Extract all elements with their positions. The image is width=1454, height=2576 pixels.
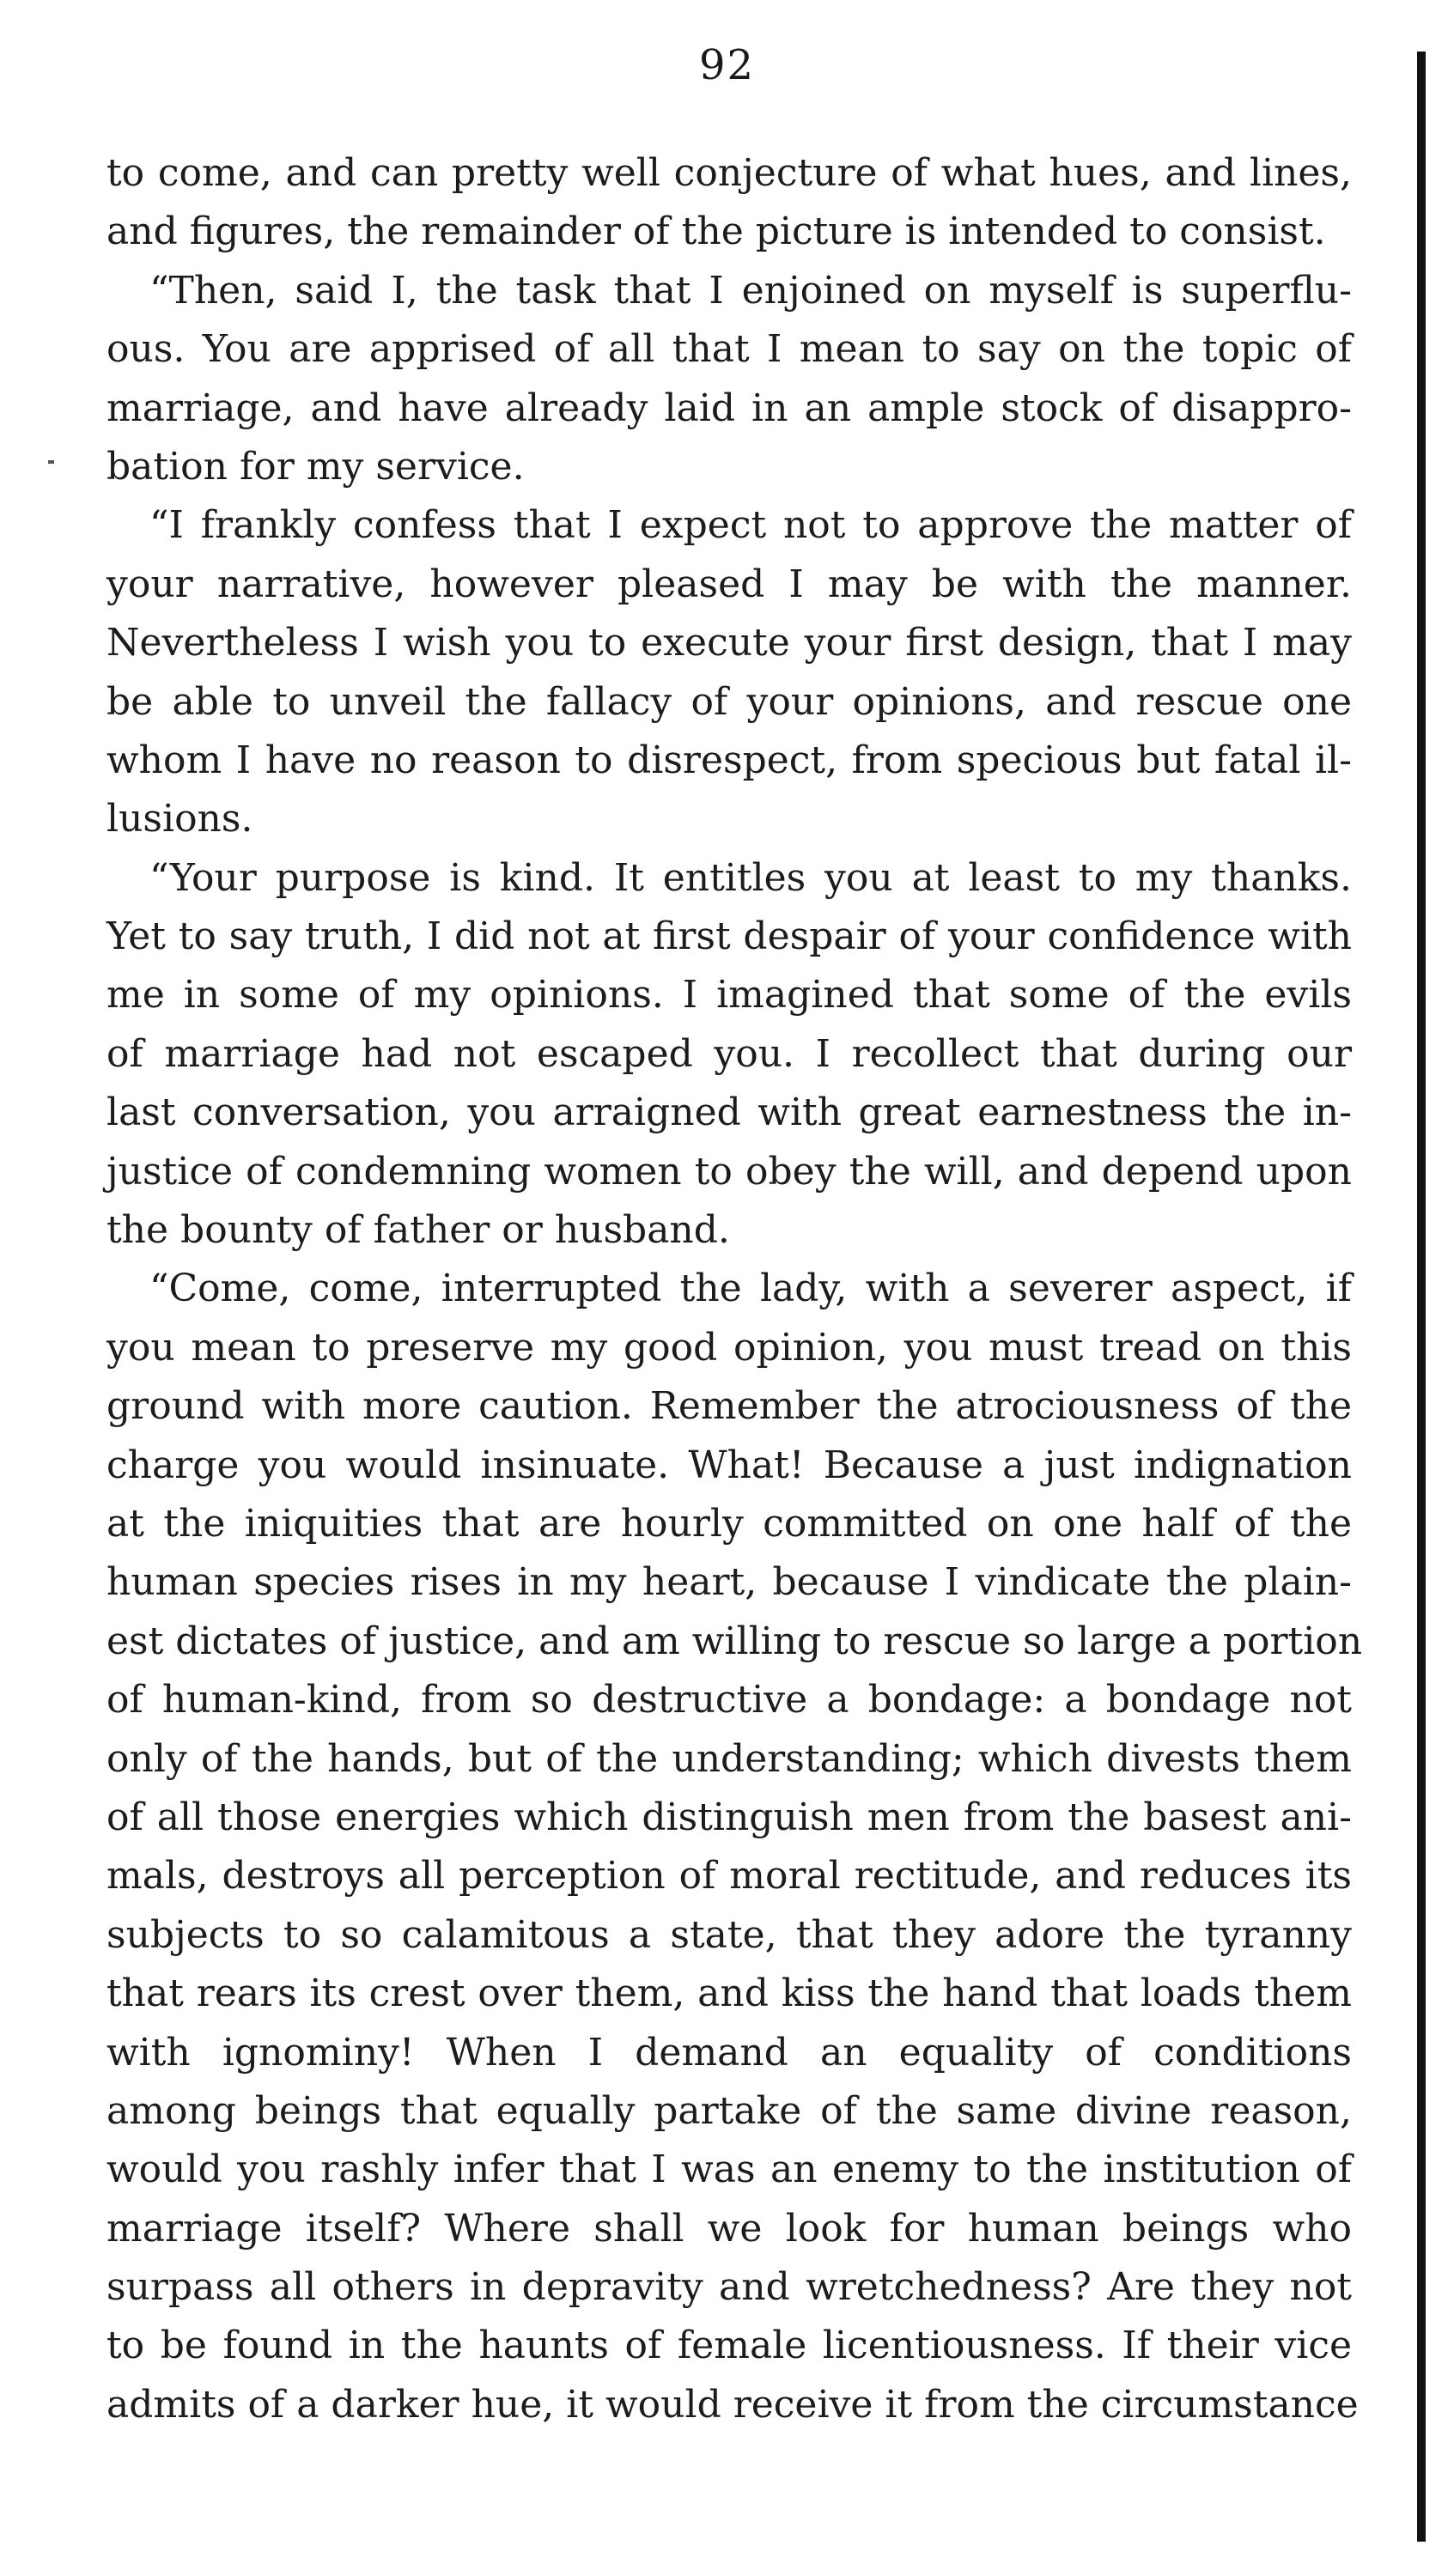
text-line: and figures, the remainder of the picture is intended to consist. xyxy=(106,210,1326,254)
binding-edge xyxy=(1417,52,1426,2542)
text-line: admits of a darker hue, it would receive it from the circumstance xyxy=(106,2382,1359,2427)
text-line: “Come, come, interrupted the lady, with a severer aspect, if xyxy=(149,1267,1352,1311)
text-line: marriage, and have already laid in an ample stock of disappro- xyxy=(106,386,1352,430)
text-line: to come, and can pretty well conjecture of what hues, and lines, xyxy=(106,151,1352,195)
text-line: lusions. xyxy=(106,797,253,841)
text-line: charge you would insinuate. What! Because a just indignation xyxy=(106,1443,1352,1487)
text-line: ground with more caution. Remember the atrociousness of the xyxy=(106,1384,1352,1429)
page-number: 92 xyxy=(698,41,756,89)
text-line: ous. You are apprised of all that I mean to say on the topic of xyxy=(106,327,1352,372)
margin-mark xyxy=(48,460,54,464)
text-line: among beings that equally partake of the same divine reason, xyxy=(106,2088,1352,2133)
text-line: bation for my service. xyxy=(106,444,525,489)
text-line: justice of condemning women to obey the will, and depend upon xyxy=(106,1149,1352,1194)
text-line: subjects to so calamitous a state, that they adore the tyranny xyxy=(106,1912,1352,1957)
text-line: your narrative, however pleased I may be with the manner. xyxy=(106,562,1352,606)
text-line: of all those energies which distinguish men from the basest ani- xyxy=(106,1795,1352,1839)
text-line: you mean to preserve my good opinion, you must tread on this xyxy=(106,1325,1352,1370)
text-line: Nevertheless I wish you to execute your first design, that I may xyxy=(106,621,1352,665)
text-line: of human-kind, from so destructive a bondage: a bondage not xyxy=(106,1678,1352,1722)
text-line: whom I have no reason to disrespect, from specious but fatal il- xyxy=(106,738,1352,782)
text-line: Yet to say truth, I did not at first despair of your confidence with xyxy=(106,914,1352,959)
text-line: me in some of my opinions. I imagined that some of the evils xyxy=(106,973,1352,1018)
text-line: of marriage had not escaped you. I recollect that during our xyxy=(106,1031,1352,1076)
text-line: surpass all others in depravity and wretchedness? Are they not xyxy=(106,2265,1352,2310)
text-line: last conversation, you arraigned with great earnestness the in- xyxy=(106,1091,1352,1135)
text-line: mals, destroys all perception of moral rectitude, and reduces its xyxy=(106,1854,1352,1899)
text-line: to be found in the haunts of female licentiousness. If their vice xyxy=(106,2324,1352,2368)
text-line: at the iniquities that are hourly committed on one half of the xyxy=(106,1501,1352,1546)
text-line: marriage itself? Where shall we look for human beings who xyxy=(106,2206,1352,2251)
text-line: “I frankly confess that I expect not to approve the matter of xyxy=(149,503,1352,548)
text-line: would you rashly infer that I was an enemy to the institution of xyxy=(106,2148,1352,2192)
text-line: the bounty of father or husband. xyxy=(106,1208,730,1253)
text-line: be able to unveil the fallacy of your opinions, and rescue one xyxy=(106,679,1352,724)
body-text xyxy=(106,144,1363,2434)
text-line: only of the hands, but of the understanding; which divests them xyxy=(106,1736,1352,1781)
text-line: est dictates of justice, and am willing to rescue so large a portion xyxy=(106,1619,1363,1663)
text-line: that rears its crest over them, and kiss the hand that loads them xyxy=(106,1971,1352,2016)
text-line: “Then, said I, the task that I enjoined on myself is superflu- xyxy=(149,268,1352,313)
text-line: human species rises in my heart, because I vindicate the plain- xyxy=(106,1560,1352,1605)
text-line: with ignominy! When I demand an equality of conditions xyxy=(106,2030,1352,2075)
text-line: “Your purpose is kind. It entitles you at least to my thanks. xyxy=(149,855,1352,900)
